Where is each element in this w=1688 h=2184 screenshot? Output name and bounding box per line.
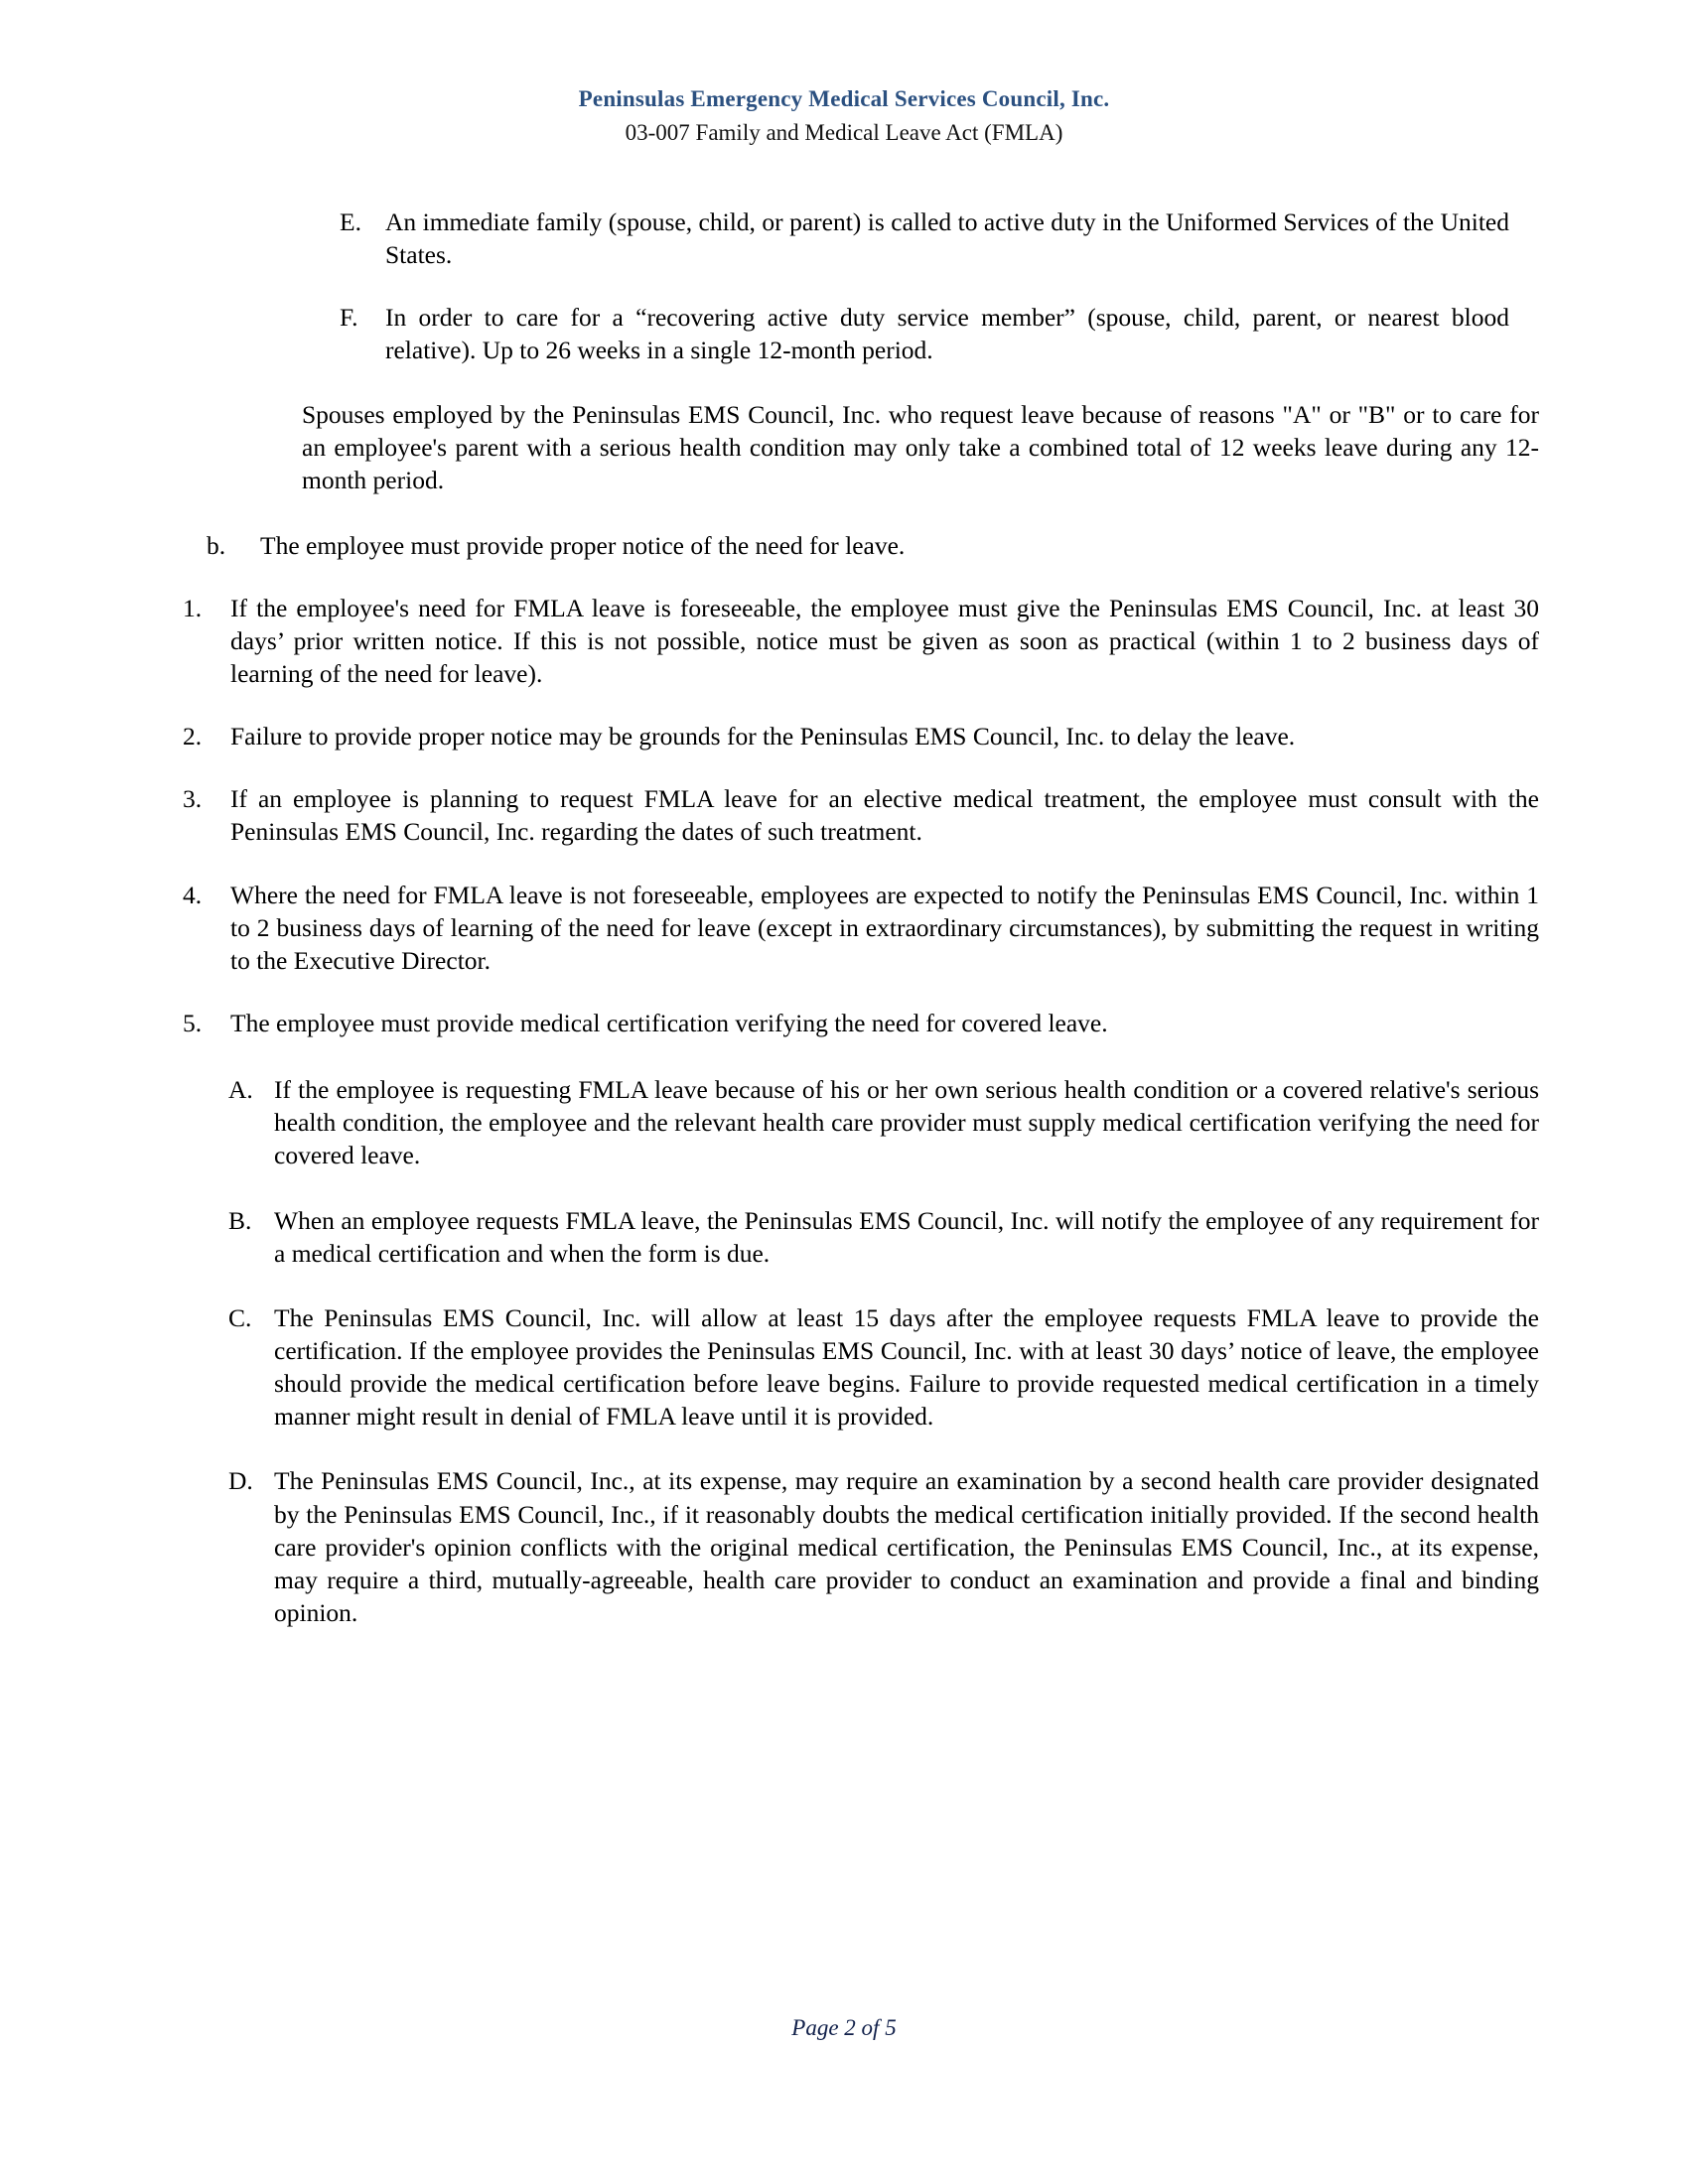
- list-marker: E.: [340, 206, 361, 236]
- list-item-text: The employee must provide medical certification verifying the need for covered leave.: [230, 1009, 1108, 1038]
- list-item-text: The Peninsulas EMS Council, Inc., at its expense, may require an examination by a second health care provider designated by the Peninsulas EMS Council, Inc., if it reasonably doubts the medical certification initially provided. If the second health care provider's opinion conflicts with the original medical certification, the Peninsulas EMS Council, Inc., at its expense, may require a third, mutually-agreeable, health care provider to conduct an examination and provide a final and binding opinion.: [274, 1466, 1539, 1627]
- list-item-text: In order to care for a “recovering active duty service member” (spouse, child, parent, or nearest blood relative). Up to 26 weeks in a single 12-month period.: [385, 302, 1509, 365]
- list-item-text: The Peninsulas EMS Council, Inc. will allow at least 15 days after the employee requests FMLA leave to provide the certification. If the employee provides the Peninsulas EMS Council, Inc. with at least 30 days’ notice of leave, the employee should provide the medical certification before leave begins. Failure to provide requested medical certification in a timely manner might result in denial of FMLA leave until it is provided.: [274, 1302, 1539, 1432]
- list-marker: B.: [228, 1205, 252, 1235]
- page-number-label: Page 2 of 5: [791, 2015, 897, 2040]
- list-item-text: If the employee's need for FMLA leave is foreseeable, the employee must give the Peninsulas EMS Council, Inc. at least 30 days’ prior written notice. If this is not possible, notice must be given as soon as practical (within 1 to 2 business days of learning of the need for leave).: [230, 593, 1539, 689]
- list-item-1: [183, 592, 1539, 690]
- list-marker: b.: [207, 530, 226, 560]
- list-item-d: [228, 1464, 1539, 1629]
- list-marker: 2.: [183, 722, 203, 751]
- list-item-text: When an employee requests FMLA leave, the Peninsulas EMS Council, Inc. will notify the employee of any requirement for a medical certification and when the form is due.: [274, 1205, 1539, 1268]
- document-title: 03-007 Family and Medical Leave Act (FMLA): [625, 119, 1063, 145]
- list-item-e: [340, 205, 1509, 271]
- numbered-item-group: [183, 592, 1539, 1629]
- list-marker: 3.: [183, 784, 203, 814]
- list-item-b-sub: [228, 1204, 1539, 1270]
- list-item-c: [228, 1301, 1539, 1433]
- list-item-f: [340, 301, 1509, 366]
- alpha-item-group: [302, 205, 1539, 497]
- list-marker: 4.: [183, 880, 203, 909]
- document-body: [0, 205, 1688, 1630]
- list-marker: 5.: [183, 1009, 203, 1038]
- list-item-2: [183, 720, 1539, 752]
- list-item-5: [183, 1007, 1539, 1039]
- section-b-group: [183, 529, 1539, 1630]
- list-item-text: Where the need for FMLA leave is not foreseeable, employees are expected to notify the Peninsulas EMS Council, Inc. within 1 to 2 business days of learning of the need for leave (except in extraordinary circumstances), by submitting the request in writing to the Executive Director.: [230, 880, 1539, 975]
- list-item-3: [183, 782, 1539, 848]
- organization-title: Peninsulas Emergency Medical Services Council, Inc.: [578, 86, 1110, 111]
- list-item-text: If the employee is requesting FMLA leave because of his or her own serious health condition or a covered relative's serious health condition, the employee and the relevant health care provider must supply medical certification verifying the need for covered leave.: [274, 1075, 1539, 1170]
- list-marker: F.: [340, 302, 358, 332]
- list-marker: C.: [228, 1302, 252, 1332]
- list-marker: D.: [228, 1466, 253, 1496]
- list-item-text: Failure to provide proper notice may be grounds for the Peninsulas EMS Council, Inc. to delay the leave.: [230, 722, 1296, 751]
- lettered-subitem-group: [228, 1073, 1539, 1629]
- list-item-a: [228, 1073, 1539, 1171]
- document-header: [0, 0, 1688, 148]
- list-item-4: [183, 879, 1539, 977]
- list-item-text: If an employee is planning to request FMLA leave for an elective medical treatment, the employee must consult with the Peninsulas EMS Council, Inc. regarding the dates of such treatment.: [230, 784, 1539, 847]
- list-item-b: [207, 529, 1509, 562]
- spouses-paragraph: Spouses employed by the Peninsulas EMS Council, Inc. who request leave because of reasons "A" or "B" or to care for an employee's parent with a serious health condition may only take a combined total of 12 weeks leave during any 12-month period.: [302, 400, 1539, 495]
- list-item-text: The employee must provide proper notice of the need for leave.: [260, 530, 906, 560]
- page-footer: [0, 2015, 1688, 2041]
- list-item-text: An immediate family (spouse, child, or parent) is called to active duty in the Uniformed Services of the United States.: [385, 206, 1509, 269]
- list-marker: A.: [228, 1075, 253, 1105]
- list-marker: 1.: [183, 593, 203, 622]
